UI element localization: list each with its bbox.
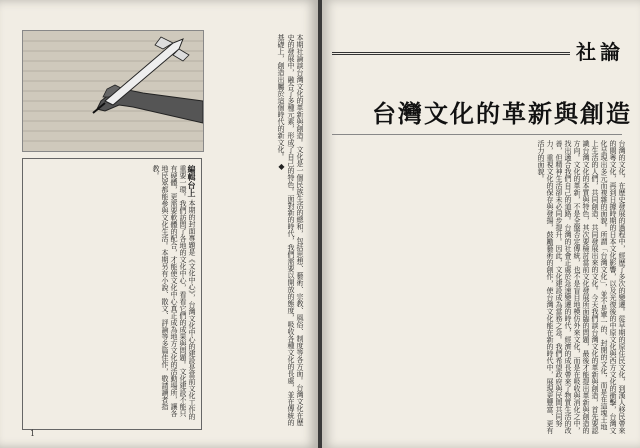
left-essay-body: 本期社論談台灣文化的革新與創造。文化是一個民族生活的總和，包括思想、藝術、宗教、風俗、制度等各方面。台灣文化在歷史的發展中，融合了多種元素，形成了自己的特色。面對新的時代，我們需要以開放的態度，吸收各種文化的長處，並在傳統的基礎上，創造出屬於這個時代的新文化。 xyxy=(277,34,304,426)
quill-hand-illustration xyxy=(22,30,204,152)
title-rule xyxy=(332,134,622,135)
right-page xyxy=(322,0,640,448)
page-number: 1 xyxy=(30,429,36,438)
left-page xyxy=(0,0,318,448)
left-essay xyxy=(208,30,308,430)
editor-column-heading: 編輯台上 xyxy=(187,165,197,197)
quill-pen-icon xyxy=(23,31,203,151)
end-mark-icon: ◆ xyxy=(277,162,286,172)
editorial-body: 台灣的文化，在歷史發展的過程中，經歷了多次的變遷。從早期的原住民文化，到漢人移民帶來的閩粵文化，再到日據時期的日本文化影響，以及光復後的中原文化與西方文化的衝擊，台灣文化呈現出多元而複雜的面貌。所謂「台灣文化」，並不是單一的、封閉的文化，而是在這塊土地上生活的人們，共同創造、共同發展出來的文化。今天我們談台灣文化的革新與創造，首先要認識台灣文化的本質與特色，其次要檢討當前文化發展所面臨的問題，最後才能提出革新與創造的方向。文化的革新，不是全盤否定傳統，也不是盲目地模仿外來文化，而是在吸收與消化之中，找出適合我們自己的道路。台灣的社會正處於急速變遷的時代，經濟的成長帶來了物質生活的改善，但精神生活卻未必同步提升。因此，文化建設成為當務之急。我們希望政府與民間共同努力，重視文化的保存與發揚，鼓勵藝術的創作，使台灣文化能在新的時代中，展現更豐富、更有活力的面貌。 xyxy=(537,140,626,434)
editor-column-body: 本期的封面專題是《文化中心》，台灣文化中心的建設是當前文化工作的重要一環。我們訪問了各地的文化中心，看看它們的成果與問題。文化建設不能只有硬體，更需要軟體的配合，才能使文化中心真正成為地方文化的活動場所，讓各地民眾都能參與文化生活。本期另有小說、散文、評論等多篇佳作，敬請讀者指教。 xyxy=(152,165,196,420)
editor-column xyxy=(22,158,202,430)
section-label: 社論 xyxy=(570,36,624,65)
article-title: 台灣文化的革新與創造 xyxy=(372,100,632,128)
